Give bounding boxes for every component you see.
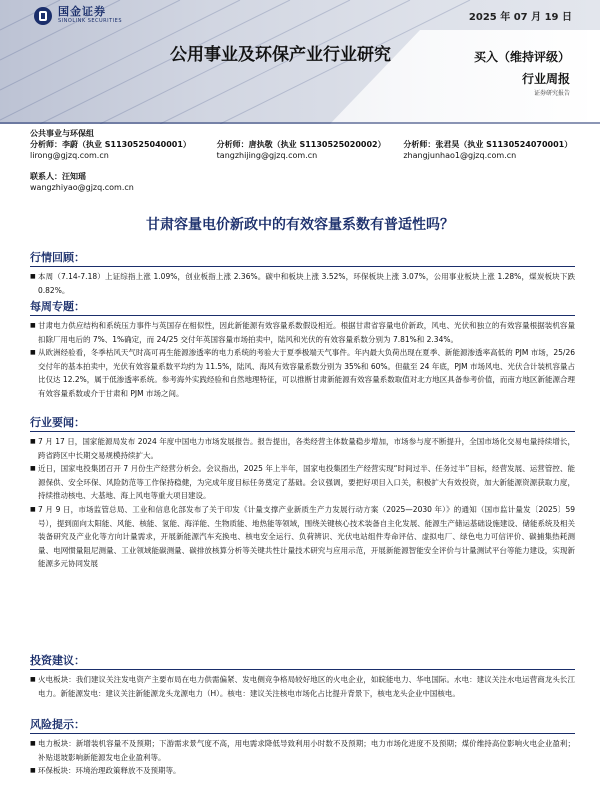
- report-cert: 证券研究报告: [533, 90, 570, 97]
- logo: [34, 6, 122, 25]
- bullet-icon: ■: [30, 767, 36, 775]
- rating: 买入（维持评级）: [473, 50, 570, 64]
- logo-cn: 国金证券: [58, 5, 106, 18]
- section-title: 投资建议：: [30, 652, 575, 670]
- section-news: [30, 414, 575, 571]
- section-risk: [30, 716, 575, 778]
- section-invest: [30, 652, 575, 700]
- analyst-email[interactable]: zhangjunhao1@gjzq.com.cn: [403, 151, 517, 160]
- bullet-icon: ■: [30, 505, 36, 513]
- list-item: ■ 本周（7.14-7.18）上证综指上涨 1.09%，创业板指上涨 2.36%。碳中和板块上涨 3.52%，环保板块上涨 3.07%，公用事业板块上涨 1.28%，煤炭板块下跌 0.82%。: [30, 270, 575, 297]
- industry-group: 公共事业与环保组: [30, 129, 94, 138]
- list-item: ■ 近日，国家电投集团召开 7 月份生产经营分析会。会议指出，2025 年上半年，国家电投集团生产经营实现“时间过半、任务过半”目标，经营发展、运营管控、能源保供、安全环保、风险防范等工作保持稳健，为完成年度目标任务奠定了基础。会议强调，要把好项目入口关，积极扩大有效投资，加大新能源资源获取力度，持续推动核电、大基地、海上风电等重大项目建设。: [30, 462, 575, 503]
- bullet-icon: ■: [30, 676, 36, 683]
- bullet-icon: ■: [30, 273, 36, 280]
- section-title: 行业要闻：: [30, 414, 575, 432]
- analyst-email[interactable]: lirong@gjzq.com.cn: [30, 151, 109, 160]
- report-title: 公用事业及环保产业行业研究: [170, 45, 391, 65]
- bullet-icon: ■: [30, 438, 36, 445]
- contact-email[interactable]: wangzhiyao@gjzq.com.cn: [30, 183, 134, 192]
- contact-name: 联系人：汪知瑶: [30, 172, 86, 181]
- report-date: 2025 年 07 月 19 日: [468, 12, 572, 23]
- logo-icon: [34, 7, 52, 25]
- list-item: ■ 环保板块：环境治理政策释放不及预期等。: [30, 764, 575, 778]
- analyst-3: [403, 139, 590, 161]
- list-item: ■ 7 月 17 日，国家能源局发布 2024 年度中国电力市场发展报告。报告提出，各类经营主体数量稳步增加，市场参与度不断提升，全国市场化交易电量持续增长，跨省跨区中长期交易规模持续扩大。: [30, 435, 575, 462]
- report-header: [0, 0, 600, 124]
- list-item: ■ 7 月 9 日，市场监管总局、工业和信息化部发布了关于印发《计量支撑产业新质生产力发展行动方案（2025—2030 年）》的通知（国市监计量发〔2025〕59 号），提到面向太阳能、风能、核能、氢能、海洋能、生物质能、地热能等领域，围绕关键核心技术装备自主化发展、能源生产储运基础设施建设、储能系统及相关装备研究及产业化等方向计量需求，开展新能源汽车充换电、核电安全运行、负荷辨识、光伏电站组件寿命评估、虚拟电厂、绿色电力可信评价、碳捕集热耗测量、电网惯量阻尼测量、工业领域能碳测量、碳排放核算分析等关键共性计量技术研究与应用示范，开展新能源智能安全评价与计量测试平台等能力建设，实现新能源多元协同发展: [30, 503, 575, 571]
- section-weekly: [30, 298, 575, 401]
- analyst-2: [217, 139, 404, 161]
- analyst-1: [30, 139, 217, 161]
- analyst-name: 分析师：张君昊（执业 S1130524070001）: [403, 140, 573, 149]
- logo-en: SINOLINK SECURITIES: [58, 18, 122, 24]
- section-title: 每周专题：: [30, 298, 575, 316]
- section-title: 风险提示：: [30, 716, 575, 734]
- list-item: ■ 从欧洲经验看，冬季枯风天气时高可再生能源渗透率的电力系统的考验大于夏季极端天气事件。年内最大负荷出现在夏季、新能源渗透率高低的 PJM 市场，25/26 交付年的基本拍卖中，光伏有效容量系数平均约为 11.5%，陆风、海风有效容量系数分别为 35%和 60%。但截至 24 年底，PJM 市场风电、光伏合计装机容量占比仅达 12.2%，属于低渗透率系统。参考海外实践经验和自然地理特征，可以推断甘肃新能源有效容量系数取值对北方地区具备参考价值，而南方地区新能源合理有效容量系数或介于甘肃和 PJM 市场之间。: [30, 346, 575, 400]
- bullet-icon: ■: [30, 322, 36, 329]
- list-item: ■ 火电板块：我们建议关注发电资产主要布局在电力供需偏紧、发电侧竞争格局较好地区的火电企业，如皖能电力、华电国际。水电：建议关注水电运营商龙头长江电力。新能源发电：建议关注新能源龙头龙源电力（H）。核电：建议关注核电市场化占比提升背景下，核电龙头企业中国核电。: [30, 673, 575, 700]
- list-item: ■ 甘肃电力供应结构和系统压力事件与英国存在相似性，因此新能源有效容量系数假设相近。根据甘肃省容量电价新政，风电、光伏和独立的有效容量根据装机容量扣除厂用电后的 7%、1%确定，而 24/25 交付年英国容量市场拍卖中，陆风和光伏的有效容量系数分别为 7.81%和 2.34%。: [30, 319, 575, 346]
- bullet-icon: ■: [30, 349, 36, 357]
- analyst-name: 分析师：唐执敬（执业 S1130525020002）: [216, 140, 386, 149]
- analyst-email[interactable]: tangzhijing@gjzq.com.cn: [216, 151, 318, 160]
- analyst-name: 分析师：李蔚（执业 S1130525040001）: [30, 140, 191, 149]
- main-title: 甘肃容量电价新政中的有效容量系数有普适性吗？: [146, 217, 454, 233]
- section-review: [30, 249, 575, 297]
- bullet-icon: ■: [30, 465, 36, 473]
- list-item: ■ 电力板块：新增装机容量不及预期；下游需求景气度不高，用电需求降低导致利用小时数不及预期；电力市场化进度不及预期；煤价维持高位影响火电企业盈利；补贴退坡影响新能源发电企业盈利等。: [30, 737, 575, 764]
- report-type: 行业周报: [521, 72, 570, 86]
- analyst-block: [30, 128, 590, 193]
- bullet-icon: ■: [30, 740, 36, 747]
- section-title: 行情回顾：: [30, 249, 575, 267]
- contact: [30, 171, 590, 193]
